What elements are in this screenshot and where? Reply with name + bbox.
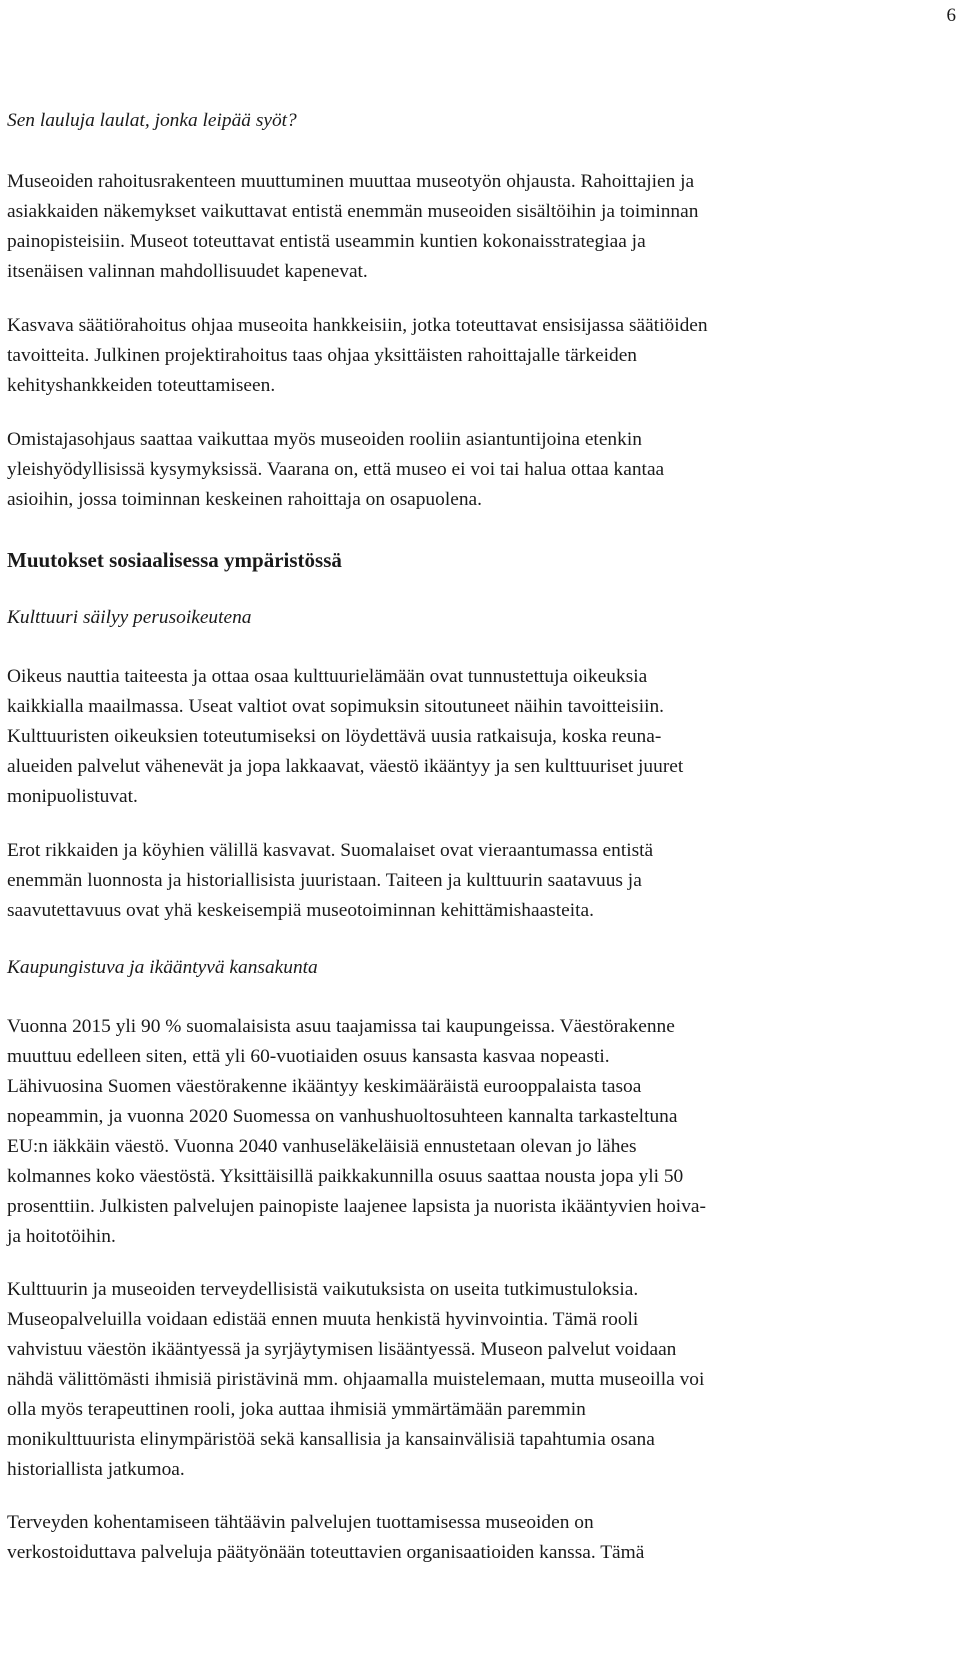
paragraph-line: Kulttuurin ja museoiden terveydellisistä vaikutuksista on useita tutkimustuloksia. [7,1279,639,1300]
paragraph-5 [7,836,653,926]
paragraph-line: olla myös terapeuttinen rooli, joka auttaa ihmisiä ymmärtämään paremmin [7,1399,586,1420]
paragraph-line: enemmän luonnosta ja historiallisista juuristaan. Taiteen ja kulttuurin saatavuus ja [7,870,642,891]
paragraph-line: Omistajasohjaus saattaa vaikuttaa myös museoiden rooliin asiantuntijoina etenkin [7,429,642,450]
paragraph-line: Museopalveluilla voidaan edistää ennen muuta henkistä hyvinvointia. Tämä rooli [7,1309,639,1330]
paragraph-line: kolmannes koko väestöstä. Yksittäisillä paikkakunnilla osuus saattaa nousta jopa yli 50 [7,1166,684,1187]
paragraph-line: tavoitteita. Julkinen projektirahoitus taas ohjaa yksittäisten rahoittajalle tärkeiden [7,345,638,366]
paragraph-line: Lähivuosina Suomen väestörakenne ikääntyy keskimääräistä eurooppalaista tasoa [7,1076,642,1097]
main-heading-block [7,545,342,575]
subheading-1-block [7,603,252,633]
paragraph-line: vahvistuu väestön ikääntyessä ja syrjäytymisen lisääntyessä. Museon palvelut voidaan [7,1339,677,1360]
paragraph-line: saavutettavuus ovat yhä keskeisempiä museotoiminnan kehittämishaasteita. [7,900,594,921]
paragraph-line: Erot rikkaiden ja köyhien välillä kasvavat. Suomalaiset ovat vieraantumassa entistä [7,840,654,861]
paragraph-line: asiakkaiden näkemykset vaikuttavat entistä enemmän museoiden sisältöihin ja toiminnan [7,201,699,222]
paragraph-line: kaikkialla maailmassa. Useat valtiot ovat sopimuksin sitoutuneet näihin tavoitteisiin. [7,696,665,717]
paragraph-line: ja hoitotöihin. [7,1226,116,1247]
paragraph-line: kehityshankkeiden toteuttamiseen. [7,375,276,396]
paragraph-8 [7,1508,644,1568]
subheading-2-block [7,953,318,983]
paragraph-line: monikulttuurista elinympäristöä sekä kansallisia ja kansainvälisiä tapahtumia osana [7,1429,655,1450]
intro-heading-block [7,106,297,136]
paragraph-line: alueiden palvelut vähenevät ja jopa lakkaavat, väestö ikääntyy ja sen kulttuuriset juuret [7,756,684,777]
page-number: 6 [946,5,956,26]
paragraph-line: yleishyödyllisissä kysymyksissä. Vaarana on, että museo ei voi tai halua ottaa kantaa [7,459,665,480]
paragraph-1 [7,167,698,287]
paragraph-line: monipuolistuvat. [7,786,138,807]
paragraph-line: asioihin, jossa toiminnan keskeinen rahoittaja on osapuolena. [7,489,482,510]
paragraph-line: Vuonna 2015 yli 90 % suomalaisista asuu taajamissa tai kaupungeissa. Väestörakenne [7,1016,675,1037]
paragraph-line: prosenttiin. Julkisten palvelujen painopiste laajenee lapsista ja nuorista ikääntyvien hoiva- [7,1196,706,1217]
intro-heading: Sen lauluja laulat, jonka leipää syöt? [7,110,297,131]
subheading: Kulttuuri säilyy perusoikeutena [7,607,252,628]
paragraph-line: muuttuu edelleen siten, että yli 60-vuotiaiden osuus kansasta kasvaa nopeasti. [7,1046,610,1067]
paragraph-line: Terveyden kohentamiseen tähtäävin palvelujen tuottamisessa museoiden on [7,1512,594,1533]
paragraph-line: EU:n iäkkäin väestö. Vuonna 2040 vanhuseläkeläisiä ennustetaan olevan jo lähes [7,1136,637,1157]
paragraph-7 [7,1275,704,1485]
paragraph-line: verkostoiduttava palveluja päätyönään toteuttavien organisaatioiden kanssa. Tämä [7,1542,645,1563]
paragraph-line: historiallista jatkumoa. [7,1459,185,1480]
paragraph-4 [7,662,683,812]
paragraph-line: Kasvava säätiörahoitus ohjaa museoita hankkeisiin, jotka toteuttavat ensisijassa säätiöiden [7,315,708,336]
section-heading: Muutokset sosiaalisessa ympäristössä [7,548,342,572]
paragraph-line: nopeammin, ja vuonna 2020 Suomessa on vanhushuoltosuhteen kannalta tarkasteltuna [7,1106,678,1127]
paragraph-line: painopisteisiin. Museot toteuttavat entistä useammin kuntien kokonaisstrategiaa ja [7,231,646,252]
paragraph-6 [7,1012,706,1252]
paragraph-line: Kulttuuristen oikeuksien toteutumiseksi on löydettävä uusia ratkaisuja, koska reuna- [7,726,662,747]
paragraph-line: Oikeus nauttia taiteesta ja ottaa osaa kulttuurielämään ovat tunnustettuja oikeuksia [7,666,648,687]
subheading: Kaupungistuva ja ikääntyvä kansakunta [7,957,318,978]
paragraph-line: Museoiden rahoitusrakenteen muuttuminen muuttaa museotyön ohjausta. Rahoittajien ja [7,171,695,192]
paragraph-line: nähdä välittömästi ihmisiä piristävinä mm. ohjaamalla muistelemaan, mutta museoilla voi [7,1369,705,1390]
paragraph-2 [7,311,708,401]
paragraph-line: itsenäisen valinnan mahdollisuudet kapenevat. [7,261,368,282]
paragraph-3 [7,425,664,515]
